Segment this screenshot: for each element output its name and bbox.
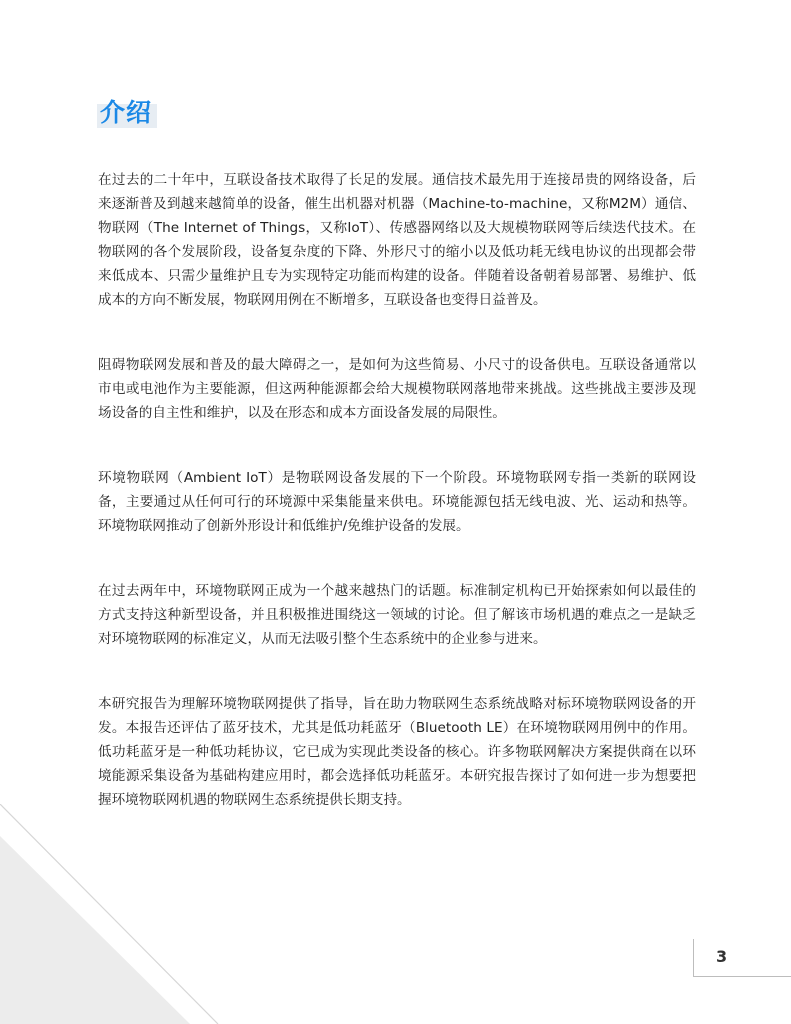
page-number: 3 <box>716 947 728 966</box>
paragraph-5: 本研究报告为理解环境物联网提供了指导，旨在助力物联网生态系统战略对标环境物联网设备的开发。本报告还评估了蓝牙技术，尤其是低功耗蓝牙（Bluetooth LE）在环境物联网用例中的作用。低功耗蓝牙是一种低功耗协议，它已成为实现此类设备的核心。许多物联网解决方案提供商在以环境能源采集设备为基础构建应用时，都会选择低功耗蓝牙。本研究报告探讨了如何进一步为想要把握环境物联网机遇的物联网生态系统提供长期支持。 <box>98 696 696 808</box>
paragraph-4: 在过去两年中，环境物联网正成为一个越来越热门的话题。标准制定机构已开始探索如何以最佳的方式支持这种新型设备，并且积极推进围绕这一领域的讨论。但了解该市场机遇的难点之一是缺乏对环境物联网的标准定义，从而无法吸引整个生态系统中的企业参与进来。 <box>98 583 696 647</box>
page-number-box <box>693 939 791 977</box>
heading-block <box>97 96 152 130</box>
paragraph-3: 环境物联网（Ambient IoT）是物联网设备发展的下一个阶段。环境物联网专指一类新的联网设备，主要通过从任何可行的环境源中采集能量来供电。环境能源包括无线电波、光、运动和热等。环境物联网推动了创新外形设计和低维护/免维护设备的发展。 <box>98 470 696 534</box>
corner-triangle <box>0 836 190 1024</box>
page-title: 介绍 <box>100 98 153 127</box>
paragraph-2: 阻碍物联网发展和普及的最大障碍之一，是如何为这些简易、小尺寸的设备供电。互联设备通常以市电或电池作为主要能源，但这两种能源都会给大规模物联网落地带来挑战。这些挑战主要涉及现场设备的自主性和维护，以及在形态和成本方面设备发展的局限性。 <box>98 357 696 421</box>
body-text <box>98 168 696 853</box>
paragraph-1: 在过去的二十年中，互联设备技术取得了长足的发展。通信技术最先用于连接昂贵的网络设备，后来逐渐普及到越来越简单的设备，催生出机器对机器（Machine-to-machine，又称M2M）通信、物联网（The Internet of Things，又称IoT）、传感器网络以及大规模物联网等后续迭代技术。在物联网的各个发展阶段，设备复杂度的下降、外形尺寸的缩小以及低功耗无线电协议的出现都会带来低成本、只需少量维护且专为实现特定功能而构建的设备。伴随着设备朝着易部署、易维护、低成本的方向不断发展，物联网用例在不断增多，互联设备也变得日益普及。 <box>98 172 696 308</box>
corner-decoration <box>0 804 240 1024</box>
